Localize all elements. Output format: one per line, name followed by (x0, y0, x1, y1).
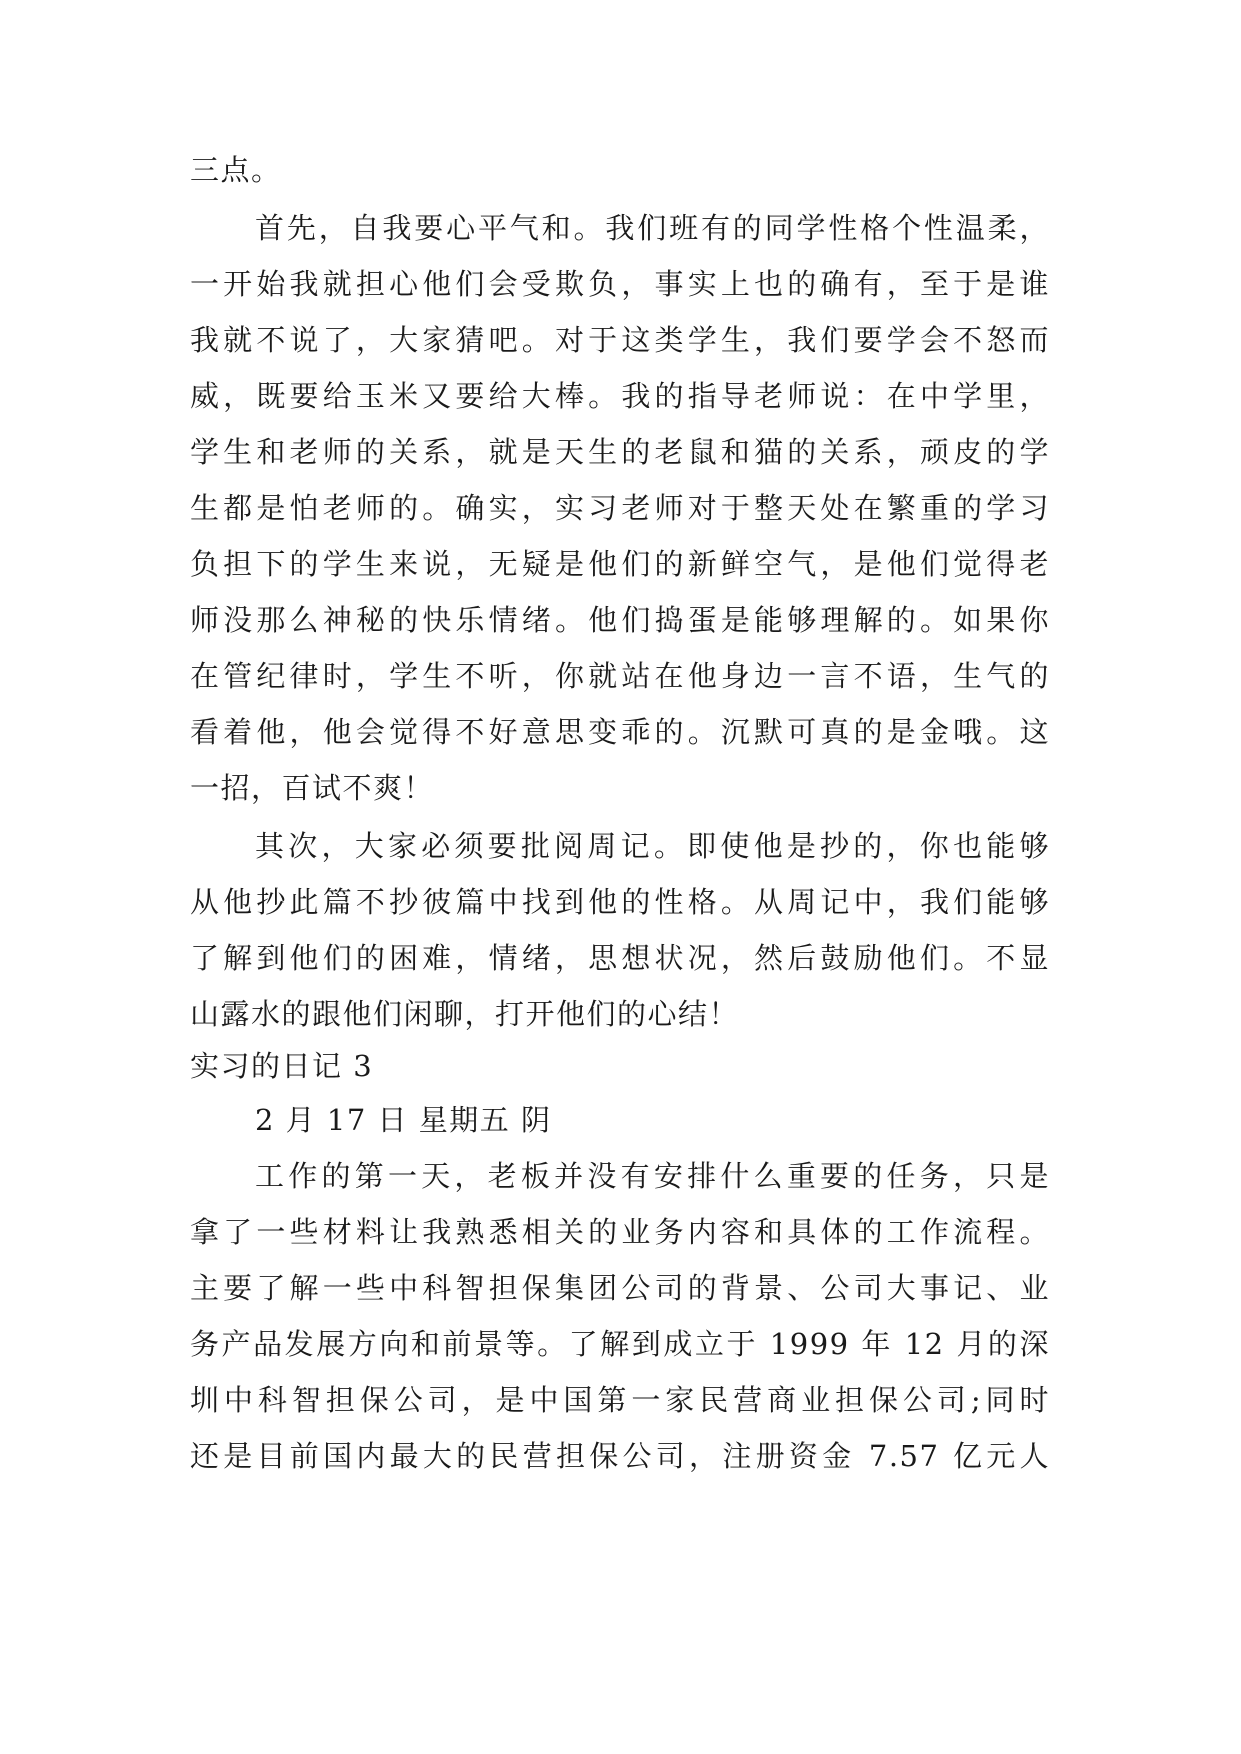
paragraph-line: 一开始我就担心他们会受欺负，事实上也的确有，至于是谁 (190, 267, 1050, 301)
paragraph-line: 山露水的跟他们闲聊，打开他们的心结！ (190, 997, 740, 1031)
date-line: 2 月 17 日 星期五 阴 (255, 1103, 552, 1137)
paragraph-line: 拿了一些材料让我熟悉相关的业务内容和具体的工作流程。 (190, 1215, 1050, 1249)
paragraph-line: 我就不说了，大家猜吧。对于这类学生，我们要学会不怒而 (190, 323, 1050, 357)
paragraph-line: 圳中科智担保公司，是中国第一家民营商业担保公司;同时 (190, 1383, 1050, 1417)
paragraph-line: 一招，百试不爽！ (190, 771, 435, 805)
paragraph-line: 工作的第一天，老板并没有安排什么重要的任务，只是 (255, 1159, 1050, 1193)
paragraph-line: 威，既要给玉米又要给大棒。我的指导老师说：在中学里， (190, 379, 1050, 413)
paragraph-line: 了解到他们的困难，情绪，思想状况，然后鼓励他们。不显 (190, 941, 1050, 975)
paragraph-line: 其次，大家必须要批阅周记。即使他是抄的，你也能够 (255, 829, 1050, 863)
paragraph-line: 负担下的学生来说，无疑是他们的新鲜空气，是他们觉得老 (190, 547, 1050, 581)
paragraph-line: 主要了解一些中科智担保集团公司的背景、公司大事记、业 (190, 1271, 1050, 1305)
paragraph-line: 在管纪律时，学生不听，你就站在他身边一言不语，生气的 (190, 659, 1050, 693)
paragraph-line: 首先，自我要心平气和。我们班有的同学性格个性温柔， (255, 211, 1050, 245)
paragraph-line: 务产品发展方向和前景等。了解到成立于 1999 年 12 月的深 (190, 1327, 1050, 1361)
paragraph-line: 学生和老师的关系，就是天生的老鼠和猫的关系，顽皮的学 (190, 435, 1050, 469)
paragraph-line: 还是目前国内最大的民营担保公司，注册资金 7.57 亿元人 (190, 1439, 1050, 1473)
paragraph-line: 看着他，他会觉得不好意思变乖的。沉默可真的是金哦。这 (190, 715, 1050, 749)
paragraph-line: 师没那么神秘的快乐情绪。他们捣蛋是能够理解的。如果你 (190, 603, 1050, 637)
paragraph-line: 生都是怕老师的。确实，实习老师对于整天处在繁重的学习 (190, 491, 1050, 525)
paragraph-line: 从他抄此篇不抄彼篇中找到他的性格。从周记中，我们能够 (190, 885, 1050, 919)
paragraph-line: 三点。 (190, 153, 282, 187)
section-heading: 实习的日记 3 (190, 1049, 374, 1083)
